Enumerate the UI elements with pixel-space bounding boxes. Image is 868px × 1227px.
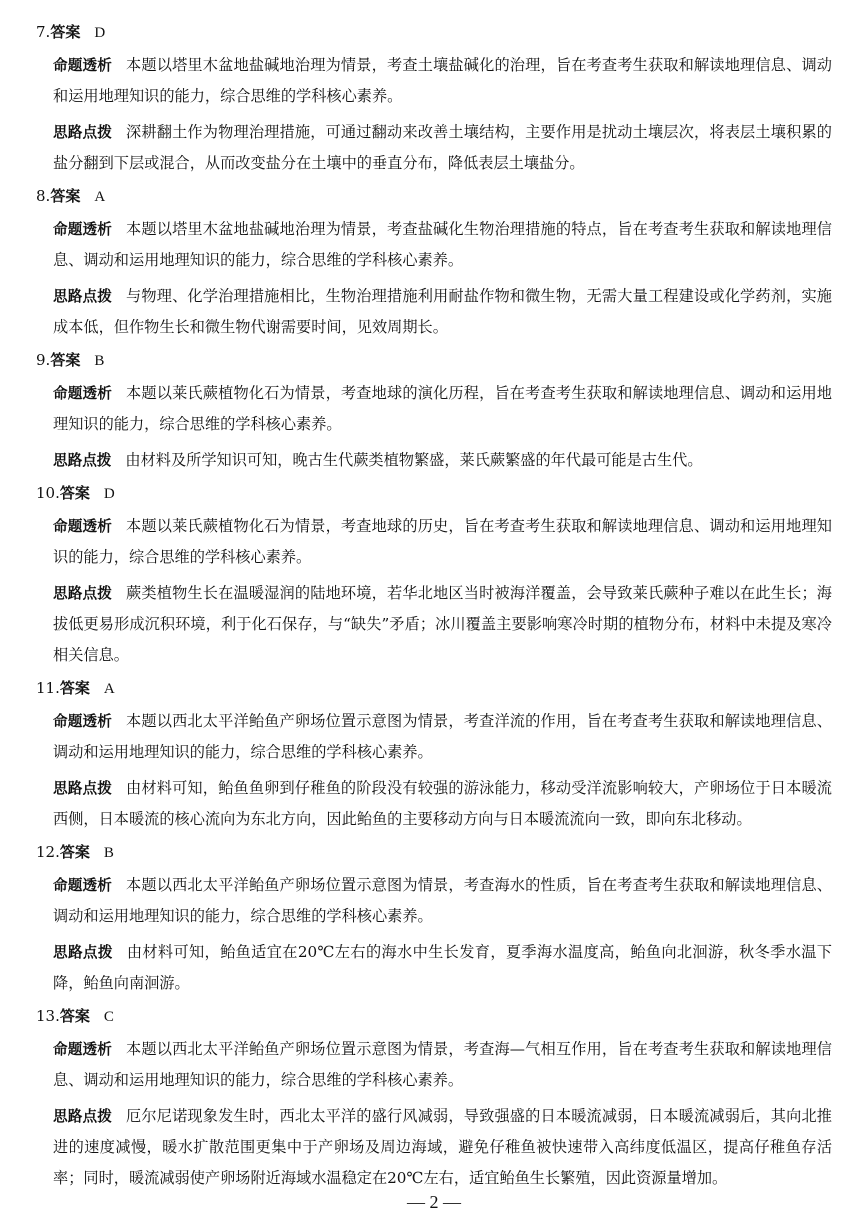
hint-text: 与物理、化学治理措施相比，生物治理措施利用耐盐作物和微生物，无需大量工程建设或化学药剂，实施成本低，但作物生长和微生物代谢需要时间，见效周期长。 <box>53 287 832 336</box>
analysis-text: 本题以莱氏蕨植物化石为情景，考查地球的历史，旨在考查考生获取和解读地理信息、调动和运用地理知识的能力，综合思维的学科核心素养。 <box>53 517 832 566</box>
hint-label: 思路点拨 <box>53 452 112 469</box>
analysis-paragraph <box>53 511 832 573</box>
analysis-paragraph <box>53 870 832 932</box>
hint-text: 厄尔尼诺现象发生时，西北太平洋的盛行风减弱，导致强盛的日本暖流减弱，日本暖流减弱后，其向北推进的速度减慢，暖水扩散范围更集中于产卵场及周边海域，避免仔稚鱼被快速带入高纬度低温区，提高仔稚鱼存活率；同时，暖流减弱使产卵场附近海域水温稳定在20℃左右，适宜鲐鱼生长繁殖，因此资源量增加。 <box>53 1107 832 1187</box>
analysis-text: 本题以西北太平洋鲐鱼产卵场位置示意图为情景，考查海—气相互作用，旨在考查考生获取和解读地理信息、调动和运用地理知识的能力，综合思维的学科核心素养。 <box>53 1040 832 1089</box>
answer-value: A <box>94 189 106 205</box>
hint-label: 思路点拨 <box>53 944 113 961</box>
question-9 <box>36 348 832 476</box>
answer-line <box>36 676 832 701</box>
analysis-label: 命题透析 <box>53 221 113 238</box>
answer-value: B <box>103 845 114 861</box>
analysis-paragraph <box>53 50 832 112</box>
answer-line <box>36 20 832 45</box>
question-10 <box>36 481 832 671</box>
question-number: 12. <box>36 843 60 861</box>
hint-text: 由材料可知，鲐鱼鱼卵到仔稚鱼的阶段没有较强的游泳能力，移动受洋流影响较大，产卵场位于日本暖流西侧，日本暖流的核心流向为东北方向，因此鲐鱼的主要移动方向与日本暖流流向一致，即向东北移动。 <box>53 779 832 828</box>
question-number: 11. <box>36 679 60 697</box>
analysis-label: 命题透析 <box>53 1041 113 1058</box>
analysis-text: 本题以西北太平洋鲐鱼产卵场位置示意图为情景，考查海水的性质，旨在考查考生获取和解读地理信息、调动和运用地理知识的能力，综合思维的学科核心素养。 <box>53 876 832 925</box>
question-7 <box>36 20 832 179</box>
answer-label: 答案 <box>59 679 90 697</box>
hint-paragraph <box>53 445 832 476</box>
answer-value: D <box>94 25 106 41</box>
hint-paragraph <box>53 937 832 999</box>
hint-paragraph <box>53 1101 832 1194</box>
answer-label: 答案 <box>50 187 81 205</box>
answer-line <box>36 481 832 506</box>
hint-label: 思路点拨 <box>53 585 113 602</box>
answer-value: A <box>103 681 115 697</box>
hint-paragraph <box>53 578 832 671</box>
question-number: 9. <box>36 351 51 369</box>
hint-paragraph <box>53 117 832 179</box>
answer-value: C <box>103 1009 114 1025</box>
analysis-text: 本题以塔里木盆地盐碱地治理为情景，考查盐碱化生物治理措施的特点，旨在考查考生获取和解读地理信息、调动和运用地理知识的能力，综合思维的学科核心素养。 <box>53 220 832 269</box>
analysis-paragraph <box>53 1034 832 1096</box>
answer-line <box>36 184 832 209</box>
analysis-label: 命题透析 <box>53 518 113 535</box>
answer-line <box>36 348 832 373</box>
hint-text: 由材料可知，鲐鱼适宜在20℃左右的海水中生长发育，夏季海水温度高，鲐鱼向北洄游，秋冬季水温下降，鲐鱼向南洄游。 <box>53 943 832 992</box>
analysis-label: 命题透析 <box>53 713 113 730</box>
hint-text: 由材料及所学知识可知，晚古生代蕨类植物繁盛，莱氏蕨繁盛的年代最可能是古生代。 <box>125 451 703 469</box>
analysis-text: 本题以西北太平洋鲐鱼产卵场位置示意图为情景，考查洋流的作用，旨在考查考生获取和解读地理信息、调动和运用地理知识的能力，综合思维的学科核心素养。 <box>53 712 832 761</box>
page-number: — 2 — <box>407 1192 461 1212</box>
analysis-text: 本题以莱氏蕨植物化石为情景，考查地球的演化历程，旨在考查考生获取和解读地理信息、调动和运用地理知识的能力，综合思维的学科核心素养。 <box>53 384 832 433</box>
hint-paragraph <box>53 773 832 835</box>
hint-label: 思路点拨 <box>53 780 113 797</box>
analysis-label: 命题透析 <box>53 385 113 402</box>
question-number: 13. <box>36 1007 60 1025</box>
hint-label: 思路点拨 <box>53 124 113 141</box>
answer-label: 答案 <box>59 843 90 861</box>
hint-text: 深耕翻土作为物理治理措施，可通过翻动来改善土壤结构，主要作用是扰动土壤层次，将表层土壤积累的盐分翻到下层或混合，从而改变盐分在土壤中的垂直分布，降低表层土壤盐分。 <box>53 123 832 172</box>
answer-label: 答案 <box>50 351 81 369</box>
answer-value: D <box>103 486 115 502</box>
hint-text: 蕨类植物生长在温暖湿润的陆地环境，若华北地区当时被海洋覆盖，会导致莱氏蕨种子难以在此生长；海拔低更易形成沉积环境，利于化石保存，与“缺失”矛盾；冰川覆盖主要影响寒冷时期的植物分布，材料中未提及寒冷相关信息。 <box>53 584 832 664</box>
answer-label: 答案 <box>59 484 90 502</box>
answer-label: 答案 <box>59 1007 90 1025</box>
answer-value: B <box>94 353 105 369</box>
question-number: 7. <box>36 23 51 41</box>
analysis-label: 命题透析 <box>53 877 113 894</box>
analysis-text: 本题以塔里木盆地盐碱地治理为情景，考查土壤盐碱化的治理，旨在考查考生获取和解读地理信息、调动和运用地理知识的能力，综合思维的学科核心素养。 <box>53 56 832 105</box>
question-11 <box>36 676 832 835</box>
hint-paragraph <box>53 281 832 343</box>
analysis-paragraph <box>53 378 832 440</box>
analysis-label: 命题透析 <box>53 57 113 74</box>
question-8 <box>36 184 832 343</box>
question-number: 8. <box>36 187 51 205</box>
question-13 <box>36 1004 832 1194</box>
hint-label: 思路点拨 <box>53 288 113 305</box>
analysis-paragraph <box>53 214 832 276</box>
answer-label: 答案 <box>50 23 81 41</box>
analysis-paragraph <box>53 706 832 768</box>
hint-label: 思路点拨 <box>53 1108 113 1125</box>
question-12 <box>36 840 832 999</box>
answer-line <box>36 1004 832 1029</box>
question-number: 10. <box>36 484 60 502</box>
answer-line <box>36 840 832 865</box>
